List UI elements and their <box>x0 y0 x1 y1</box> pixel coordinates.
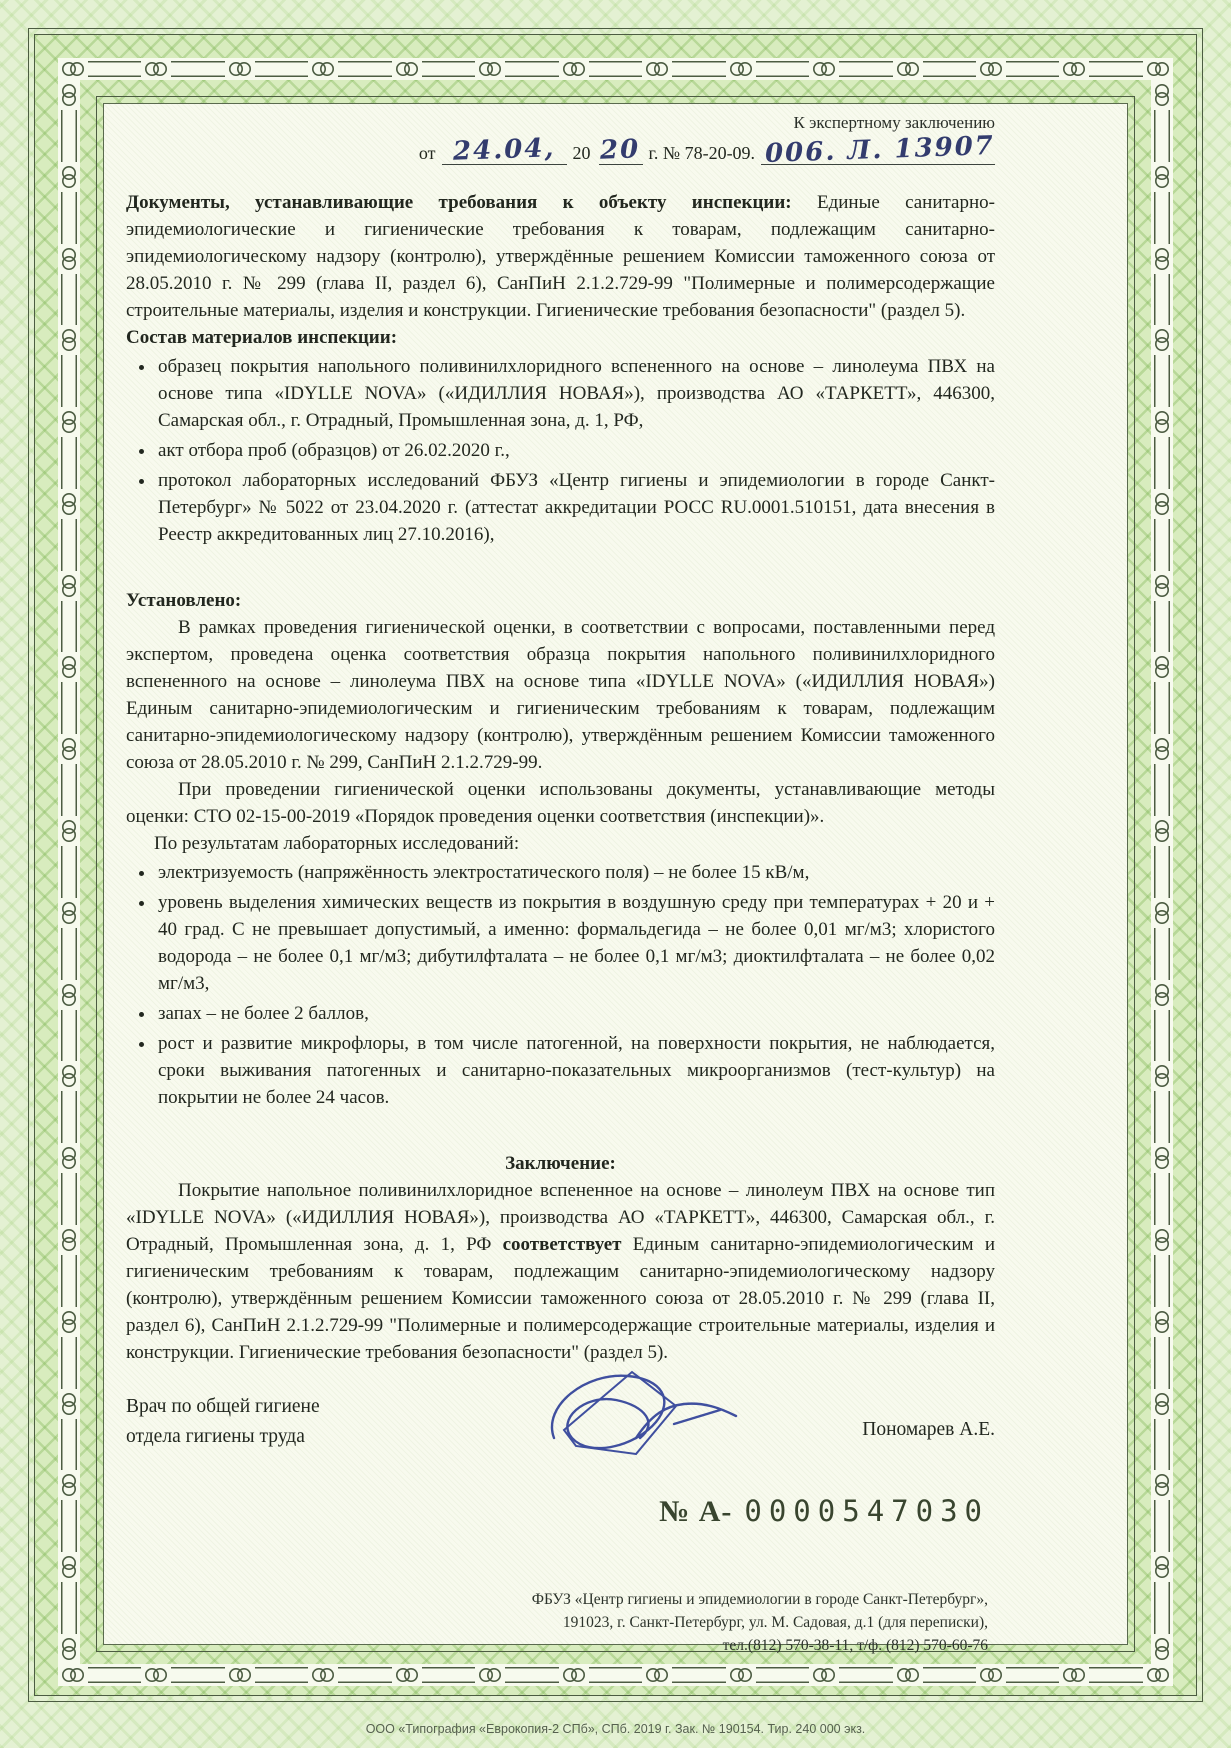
border-knot-ornament <box>1151 1225 1173 1255</box>
results-list-item: • электризуемость (напряжённость электростатического поля) – не более 15 кВ/м, <box>156 859 995 886</box>
results-intro: По результатам лабораторных исследований: <box>154 833 520 854</box>
signature-block <box>126 1392 995 1496</box>
conclusion-paragraph <box>126 1177 995 1366</box>
results-list-item: • запах – не более 2 баллов, <box>156 1000 995 1027</box>
border-knot-ornament <box>141 58 171 80</box>
border-knot-ornament <box>58 162 80 192</box>
requirements-body: Единые санитарно-эпидемиологические и гигиенические требования к товарам, подлежащим санитарно-эпидемиологическому надзору (контролю), утверждённые решением Комиссии таможенного союза от 28.05.2010 г. № 299 (глава II, раздел 6), СанПиН 2.1.2.729-99 "Полимерные и полимерсодержащие строительные материалы, изделия и конструкции. Гигиенические требования безопасности" (раздел 5). <box>126 192 995 321</box>
text-column <box>126 112 996 1528</box>
border-knot-ornament <box>58 816 80 846</box>
materials-heading: Состав материалов инспекции: <box>126 327 398 348</box>
conclusion-text-before: Покрытие напольное поливинилхлоридное вспененное на основе – линолеум ПВХ на основе тип «IDYLLE NOVA» («ИДИЛЛИЯ НОВАЯ»), производства АО «ТАРКЕТТ», 446300, Самарская обл., г. Отрадный, Промышленная зона, д. 1, РФ <box>126 1180 995 1255</box>
border-knot-ornament <box>1151 980 1173 1010</box>
ref-number-line <box>126 130 996 170</box>
conclusion-heading: Заключение: <box>505 1153 616 1174</box>
established-paragraph-1: В рамках проведения гигиенической оценки, в соответствии с вопросами, поставленными перед экспертом, проведена оценка соответствия образца покрытия напольного поливинилхлоридного вспененного на основе – линолеума ПВХ на основе типа «IDYLLE NOVA» («ИДИЛЛИЯ НОВАЯ») Единым санитарно-эпидемиологическим и гигиеническим требованиям к товарам, подлежащим санитарно-эпидемиологическому надзору (контролю), утверждённым решением Комиссии таможенного союза от 28.05.2010 г. № 299, СанПиН 2.1.2.729-99. <box>126 617 995 773</box>
handwritten-number: 006. Л. 13907 <box>764 130 996 170</box>
document-body <box>103 103 1128 1645</box>
border-knot-ornament <box>58 325 80 355</box>
border-knot-ornament <box>893 58 923 80</box>
border-knot-ornament <box>809 1664 839 1686</box>
border-knot-ornament <box>893 1664 923 1686</box>
border-knot-ornament <box>225 1664 255 1686</box>
border-knot-ornament <box>225 58 255 80</box>
border-knot-ornament <box>1151 1389 1173 1419</box>
results-list <box>126 859 995 1111</box>
border-knot-ornament <box>58 407 80 437</box>
border-knot-ornament <box>1151 898 1173 928</box>
established-heading: Установлено: <box>126 590 242 611</box>
border-knot-ornament <box>1151 1061 1173 1091</box>
materials-list-item: • образец покрытия напольного поливинилхлоридного вспененного на основе – линолеума ПВХ на основе типа «IDYLLE NOVA» («ИДИЛЛИЯ НОВАЯ»), производства АО «ТАРКЕТТ», 446300, Самарская обл., г. Отрадный, Промышленная зона, д. 1, РФ, <box>156 353 995 434</box>
ref-ot-label: от <box>418 143 436 163</box>
knot-border-top <box>58 58 1173 80</box>
border-knot-ornament <box>726 58 756 80</box>
knot-border-right <box>1151 80 1173 1664</box>
conclusion-text-after: Единым санитарно-эпидемиологическим и гигиеническим требованиям к товарам, подлежащим санитарно-эпидемиологическому надзору (контролю), утверждённым решением Комиссии таможенного союза от 28.05.2010 г. № 299 (глава II, раздел 6), СанПиН 2.1.2.729-99 "Полимерные и полимерсодержащие строительные материалы, изделия и конструкции. Гигиенические требования безопасности" (раздел 5). <box>126 1234 995 1363</box>
border-knot-ornament <box>58 571 80 601</box>
serial-prefix: № А- <box>659 1495 733 1528</box>
materials-list-item: • протокол лабораторных исследований ФБУЗ «Центр гигиены и эпидемиологии в городе Санкт-Петербург» № 5022 от 23.04.2020 г. (аттестат аккредитации РОСС RU.0001.510151, дата внесения в Реестр аккредитованных лиц 27.10.2016), <box>156 467 995 548</box>
border-knot-ornament <box>1151 80 1173 110</box>
border-knot-ornament <box>1143 58 1173 80</box>
signer-role <box>126 1392 320 1452</box>
knot-border-left <box>58 80 80 1664</box>
year-prefix: 20 <box>572 143 591 163</box>
border-knot-ornament <box>475 1664 505 1686</box>
border-knot-ornament <box>1151 1470 1173 1500</box>
border-knot-ornament <box>58 652 80 682</box>
border-knot-ornament <box>1151 652 1173 682</box>
border-knot-ornament <box>1059 58 1089 80</box>
border-knot-ornament <box>1151 571 1173 601</box>
border-knot-ornament <box>1059 1664 1089 1686</box>
established-paragraph-2: При проведении гигиенической оценки использованы документы, устанавливающие методы оценки: СТО 02-15-00-2019 «Порядок проведения оценки соответствия (инспекции)». <box>126 779 995 827</box>
border-knot-ornament <box>58 80 80 110</box>
border-knot-ornament <box>58 1225 80 1255</box>
border-knot-ornament <box>141 1664 171 1686</box>
knot-border-bottom <box>58 1664 1173 1686</box>
border-knot-ornament <box>976 1664 1006 1686</box>
border-knot-ornament <box>308 1664 338 1686</box>
border-knot-ornament <box>58 1664 88 1686</box>
conclusion-verdict: соответствует <box>502 1234 622 1255</box>
materials-list <box>126 353 995 548</box>
border-knot-ornament <box>642 58 672 80</box>
border-knot-ornament <box>58 898 80 928</box>
border-knot-ornament <box>58 734 80 764</box>
border-knot-ornament <box>976 58 1006 80</box>
border-knot-ornament <box>1151 1552 1173 1582</box>
ref-number-prefix: г. № 78-20-09. <box>648 143 756 163</box>
border-knot-ornament <box>1143 1664 1173 1686</box>
border-knot-ornament <box>58 1552 80 1582</box>
border-knot-ornament <box>392 58 422 80</box>
issuer-address <box>532 1588 988 1657</box>
signer-role-line1: Врач по общей гигиене <box>126 1396 320 1417</box>
spacer <box>126 1114 995 1150</box>
border-knot-ornament <box>58 1470 80 1500</box>
border-knot-ornament <box>1151 816 1173 846</box>
issuer-street: 191023, г. Санкт-Петербург, ул. М. Садовая, д.1 (для переписки), <box>562 1614 988 1631</box>
border-knot-ornament <box>1151 162 1173 192</box>
border-knot-ornament <box>475 58 505 80</box>
border-knot-ornament <box>1151 325 1173 355</box>
signer-role-line2: отдела гигиены труда <box>126 1426 305 1447</box>
border-knot-ornament <box>58 1061 80 1091</box>
border-knot-ornament <box>58 489 80 519</box>
border-knot-ornament <box>726 1664 756 1686</box>
results-list-item: • рост и развитие микрофлоры, в том числе патогенной, на поверхности покрытия, не наблюдается, сроки выживания патогенных и санитарно-показательных микроорганизмов (тест-культур) на покрытии не более 24 часов. <box>156 1030 995 1111</box>
ref-caption: К экспертному заключению <box>793 113 995 132</box>
border-knot-ornament <box>1151 1634 1173 1664</box>
border-knot-ornament <box>58 1143 80 1173</box>
serial-digits: 0000547030 <box>744 1494 989 1528</box>
border-knot-ornament <box>58 244 80 274</box>
number-field <box>761 130 996 170</box>
border-knot-ornament <box>559 1664 589 1686</box>
border-knot-ornament <box>1151 407 1173 437</box>
signer-name: Пономарев А.Е. <box>862 1419 995 1440</box>
border-knot-ornament <box>58 1634 80 1664</box>
border-knot-ornament <box>308 58 338 80</box>
year-field <box>599 134 643 166</box>
border-knot-ornament <box>58 980 80 1010</box>
border-knot-ornament <box>1151 1307 1173 1337</box>
requirements-lead: Документы, устанавливающие требования к объекту инспекции: <box>126 192 792 213</box>
border-knot-ornament <box>809 58 839 80</box>
border-knot-ornament <box>1151 734 1173 764</box>
border-knot-ornament <box>642 1664 672 1686</box>
border-knot-ornament <box>1151 1143 1173 1173</box>
border-knot-ornament <box>58 58 88 80</box>
requirements-paragraph <box>126 189 995 324</box>
printing-house-line: ООО «Типография «Еврокопия-2 СПб», СПб. 2019 г. Зак. № 190154. Тир. 240 000 экз. <box>365 1722 866 1736</box>
issuer-name: ФБУЗ «Центр гигиены и эпидемиологии в городе Санкт-Петербург», <box>531 1591 988 1608</box>
spacer <box>126 551 995 587</box>
signature-scribble <box>524 1366 754 1476</box>
border-knot-ornament <box>58 1307 80 1337</box>
handwritten-date: 24.04, <box>452 133 556 167</box>
border-knot-ornament <box>1151 489 1173 519</box>
issuer-phone: тел.(812) 570-38-11, т/ф. (812) 570-60-76 <box>722 1637 988 1654</box>
border-knot-ornament <box>1151 244 1173 274</box>
border-knot-ornament <box>559 58 589 80</box>
border-knot-ornament <box>58 1389 80 1419</box>
results-list-item: • уровень выделения химических веществ из покрытия в воздушную среду при температурах + 20 и + 40 град. С не превышает допустимый, а именно: формальдегида – не более 0,01 мг/м3; хлористого водорода – не более 0,1 мг/м3; дибутилфталата – не более 0,1 мг/м3; диоктилфталата – не более 0,02 мг/м3, <box>156 889 995 997</box>
border-knot-ornament <box>392 1664 422 1686</box>
materials-list-item: • акт отбора проб (образцов) от 26.02.2020 г., <box>156 437 995 464</box>
date-field <box>442 133 567 167</box>
serial-number <box>126 1494 995 1528</box>
handwritten-year: 20 <box>599 134 642 166</box>
